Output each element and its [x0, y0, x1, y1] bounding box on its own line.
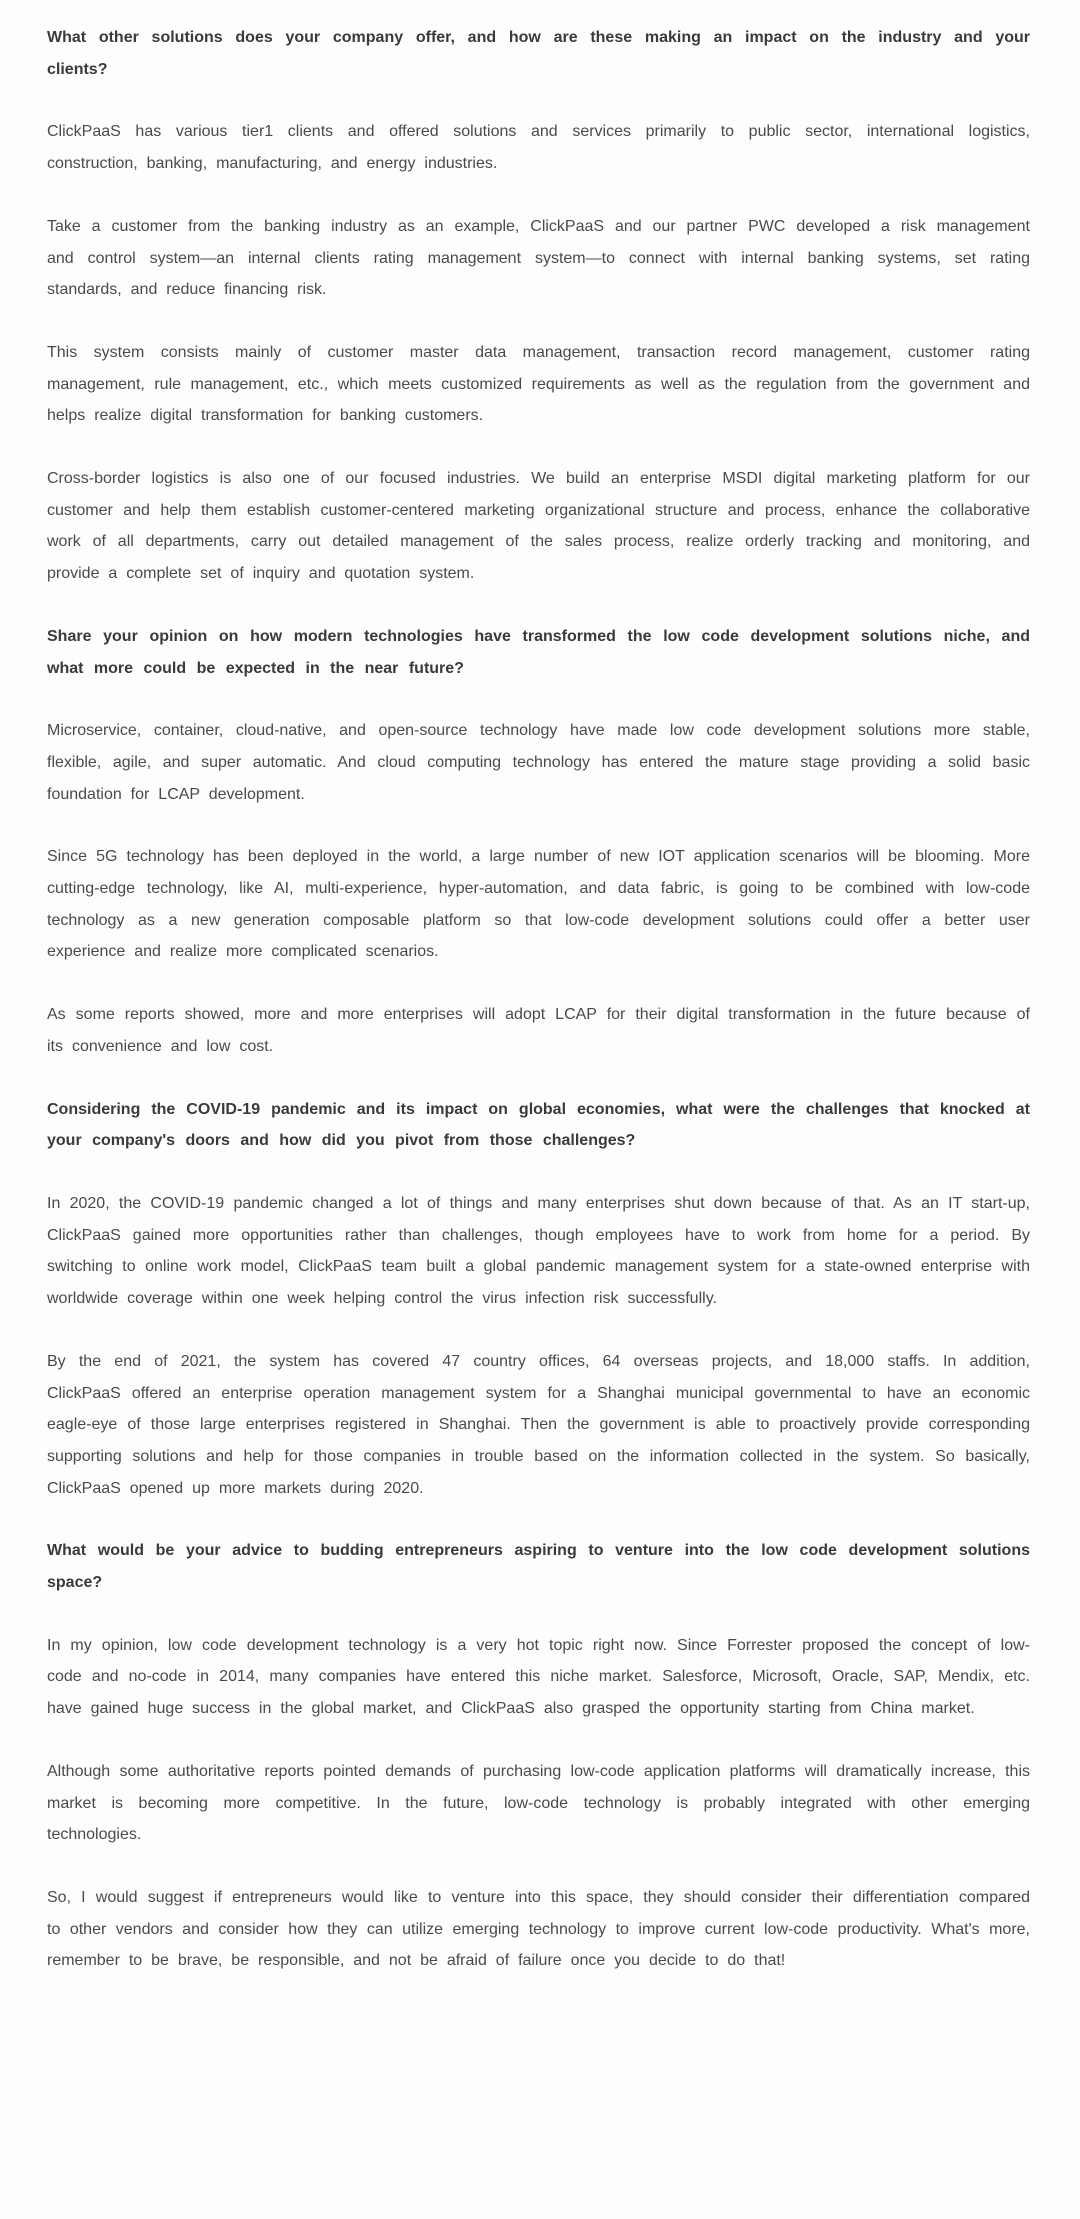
answer-paragraph: ClickPaaS has various tier1 clients and offered solutions and services primarily to public sector, international logistics, construction, banking, manufacturing, and energy industries.: [47, 123, 1030, 173]
interview-question: Considering the COVID-19 pandemic and its impact on global economies, what were the challenges that knocked at your company's doors and how did you pivot from those challenges?: [47, 1100, 1030, 1150]
answer-paragraph: This system consists mainly of customer master data management, transaction record management, customer rating management, rule management, etc., which meets customized requirements as well as the regulation from the government and helps realize digital transformation for banking customers.: [47, 343, 1030, 425]
answer-paragraph: In my opinion, low code development technology is a very hot topic right now. Since Forrester proposed the concept of low-code and no-code in 2014, many companies have entered this niche market. Salesforce, Microsoft, Oracle, SAP, Mendix, etc. have gained huge success in the global market, and ClickPaaS also grasped the opportunity starting from China market.: [47, 1636, 1030, 1718]
interview-question: Share your opinion on how modern technologies have transformed the low code development solutions niche, and what more could be expected in the near future?: [47, 627, 1030, 677]
answer-paragraph: As some reports showed, more and more enterprises will adopt LCAP for their digital transformation in the future because of its convenience and low cost.: [47, 1006, 1030, 1055]
interview-question: What other solutions does your company offer, and how are these making an impact on the industry and your clients?: [47, 29, 1030, 78]
answer-paragraph: Cross-border logistics is also one of our focused industries. We build an enterprise MSDI digital marketing platform for our customer and help them establish customer-centered marketing organizational structure and process, enhance the collaborative work of all departments, carry out detailed management of the sales process, realize orderly tracking and monitoring, and provide a complete set of inquiry and quotation system.: [47, 470, 1030, 583]
answer-paragraph: Take a customer from the banking industry as an example, ClickPaaS and our partner PWC developed a risk management and control system—an internal clients rating management system—to connect with internal banking systems, set rating standards, and reduce financing risk.: [47, 217, 1030, 299]
answer-paragraph: By the end of 2021, the system has covered 47 country offices, 64 overseas projects, and 18,000 staffs. In addition, ClickPaaS offered an enterprise operation management system for a Shanghai municipal governmental to have an economic eagle-eye of those large enterprises registered in Shanghai. Then the government is able to proactively provide corresponding supporting solutions and help for those companies in trouble based on the information collected in the system. So basically, ClickPaaS opened up more markets during 2020.: [47, 1352, 1030, 1497]
answer-paragraph: Microservice, container, cloud-native, and open-source technology have made low code development solutions more stable, flexible, agile, and super automatic. And cloud computing technology has entered the mature stage providing a solid basic foundation for LCAP development.: [47, 722, 1030, 803]
answer-paragraph: Since 5G technology has been deployed in the world, a large number of new IOT application scenarios will be blooming. More cutting-edge technology, like AI, multi-experience, hyper-automation, and data fabric, is going to be combined with low-code technology as a new generation composable platform so that low-code development solutions could offer a better user experience and realize more complicated scenarios.: [47, 848, 1030, 961]
answer-paragraph: In 2020, the COVID-19 pandemic changed a lot of things and many enterprises shut down because of that. As an IT start-up, ClickPaaS gained more opportunities rather than challenges, though employees have to work from home for a period. By switching to online work model, ClickPaaS team built a global pandemic management system for a state-owned enterprise with worldwide coverage within one week helping control the virus infection risk successfully.: [47, 1194, 1030, 1308]
interview-question: What would be your advice to budding entrepreneurs aspiring to venture into the low code development solutions space?: [47, 1542, 1030, 1592]
answer-paragraph: So, I would suggest if entrepreneurs would like to venture into this space, they should consider their differentiation compared to other vendors and consider how they can utilize emerging technology to improve current low-code productivity. What's more, remember to be brave, be responsible, and not be afraid of failure once you decide to do that!: [47, 1888, 1030, 1970]
answer-paragraph: Although some authoritative reports pointed demands of purchasing low-code application platforms will dramatically increase, this market is becoming more competitive. In the future, low-code technology is probably integrated with other emerging technologies.: [47, 1762, 1030, 1844]
